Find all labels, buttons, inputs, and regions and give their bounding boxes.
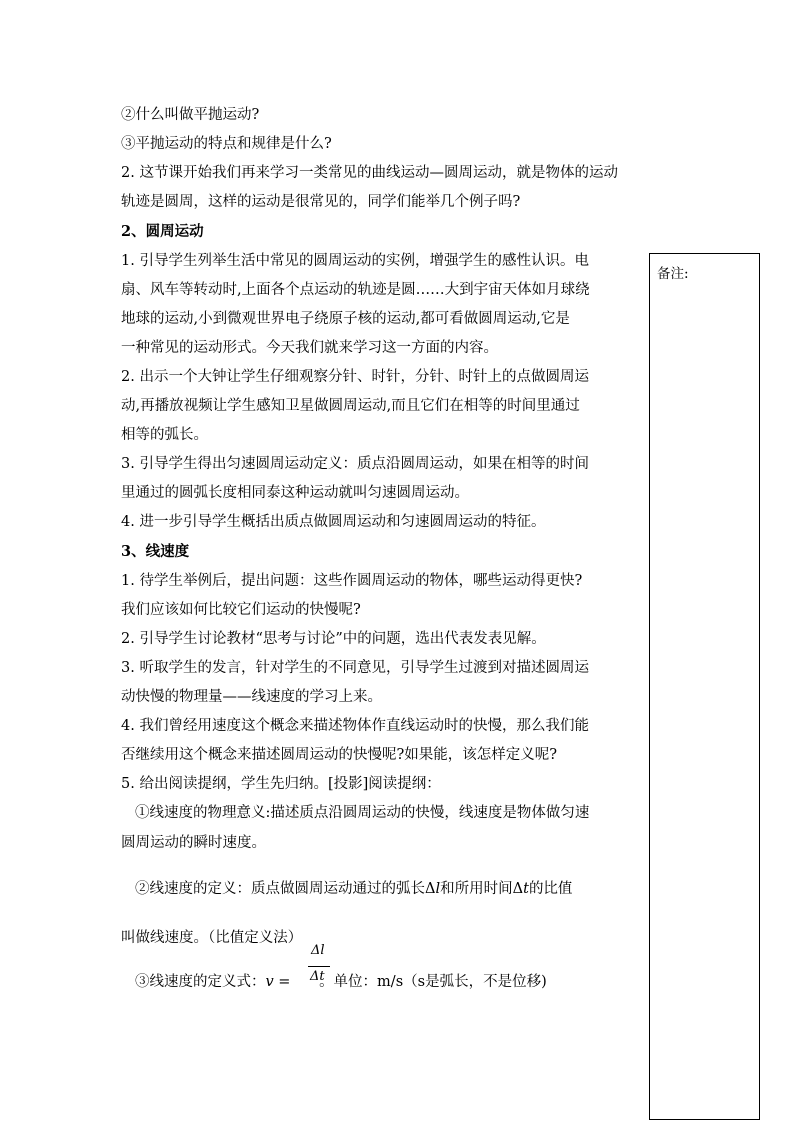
text-line: 2. 这节课开始我们再来学习一类常见的曲线运动—圆周运动，就是物体的运动 (121, 165, 618, 181)
text-line: 扇、风车等转动时,上面各个点运动的轨迹是圆……大到宇宙天体如月球绕 (121, 282, 590, 298)
fraction-denominator: Δt (310, 969, 325, 984)
text-line: 圆周运动的瞬时速度。 (121, 835, 266, 851)
definition-text: 的比值 (528, 881, 573, 897)
fraction-bar (308, 966, 330, 967)
definition-text: ②线速度的定义：质点做圆周运动通过的弧长Δ (135, 881, 436, 897)
definition-line (135, 878, 572, 900)
text-line: 2. 引导学生讨论教材“思考与讨论”中的问题，选出代表发表见解。 (121, 631, 546, 647)
text-line: 2. 出示一个大钟让学生仔细观察分针、时针，分针、时针上的点做圆周运 (121, 369, 589, 385)
text-line: 相等的弧长。 (121, 427, 208, 443)
text-line: 4. 我们曾经用速度这个概念来描述物体作直线运动时的快慢，那么我们能 (121, 718, 589, 734)
formula-fraction (308, 943, 330, 993)
notes-label: 备注: (657, 266, 689, 282)
text-line: ③平抛运动的特点和规律是什么? (121, 136, 332, 152)
text-line: 4. 进一步引导学生概括出质点做圆周运动和匀速圆周运动的特征。 (121, 514, 546, 530)
time-symbol: t (523, 881, 529, 897)
text-line: 叫做线速度。（比值定义法） (121, 930, 303, 946)
text-line: 3. 引导学生得出匀速圆周运动定义：质点沿圆周运动，如果在相等的时间 (121, 456, 589, 472)
text-line: ②什么叫做平抛运动? (121, 107, 260, 123)
text-line: 一种常见的运动形式。今天我们就来学习这一方面的内容。 (121, 340, 498, 356)
fraction-numerator: Δl (311, 943, 325, 958)
arc-length-symbol: l (435, 881, 441, 897)
text-line: 地球的运动,小到微观世界电子绕原子核的运动,都可看做圆周运动,它是 (121, 311, 570, 327)
text-line: 动快慢的物理量——线速度的学习上来。 (121, 689, 382, 705)
text-line: 里通过的圆弧长度相同泰这种运动就叫匀速圆周运动。 (121, 485, 469, 501)
notes-box (649, 253, 760, 1120)
text-line: 3. 听取学生的发言，针对学生的不同意见，引导学生过渡到对描述圆周运 (121, 660, 589, 676)
text-line: 1. 待学生举例后，提出问题：这些作圆周运动的物体，哪些运动得更快? (121, 573, 583, 589)
text-line: 否继续用这个概念来描述圆周运动的快慢呢?如果能，该怎样定义呢? (121, 747, 558, 763)
text-line: 我们应该如何比较它们运动的快慢呢? (121, 602, 361, 618)
text-line: 5. 给出阅读提纲，学生先归纳。[投影]阅读提纲： (121, 776, 441, 792)
formula-label: ③线速度的定义式： (135, 974, 266, 990)
definition-text: 和所用时间Δ (440, 881, 524, 897)
formula-line (135, 971, 547, 993)
text-line: 1. 引导学生列举生活中常见的圆周运动的实例，增强学生的感性认识。电 (121, 253, 589, 269)
unit-text: 。单位：m/s（s是弧长，不是位移) (319, 974, 547, 990)
section-heading: 2、圆周运动 (121, 223, 204, 240)
text-line: ①线速度的物理意义:描述质点沿圆周运动的快慢，线速度是物体做匀速 (135, 805, 590, 821)
text-line: 轨迹是圆周，这样的运动是很常见的，同学们能举几个例子吗? (121, 194, 521, 210)
text-line: 动,再播放视频让学生感知卫星做圆周运动,而且它们在相等的时间里通过 (121, 398, 580, 414)
velocity-symbol: v = (265, 974, 296, 990)
section-heading: 3、线速度 (121, 543, 190, 560)
